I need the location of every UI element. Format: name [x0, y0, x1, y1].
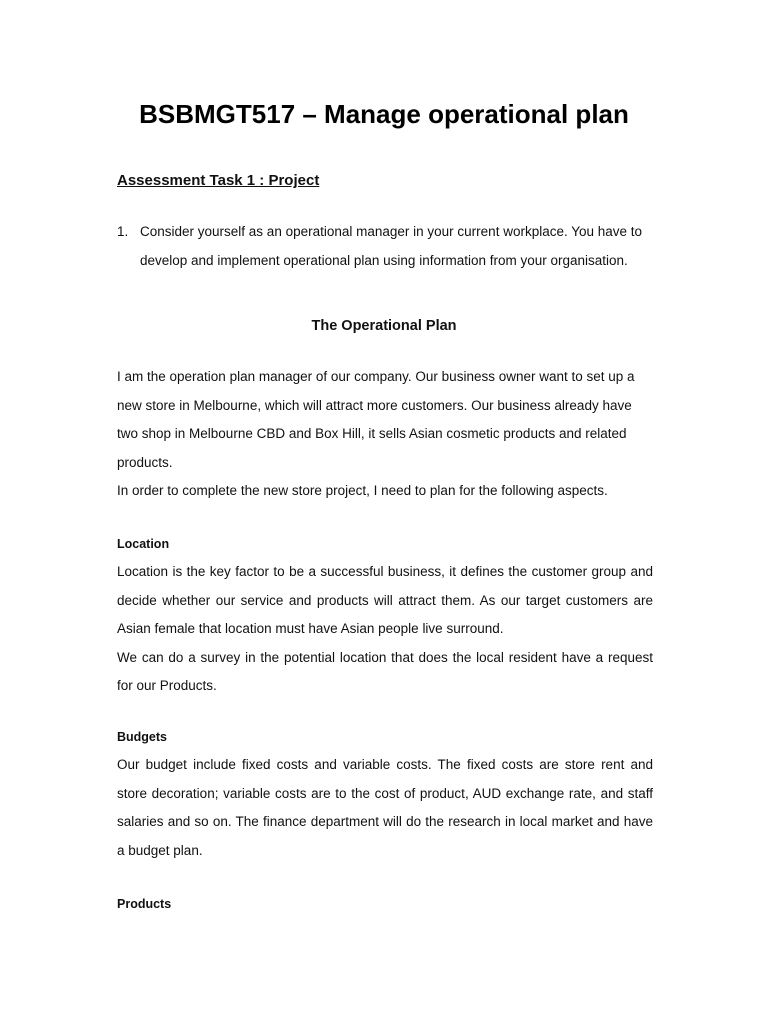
question-text: Consider yourself as an operational manager in your current workplace. You have to develop and implement operational plan using information from your organisation.	[140, 224, 643, 268]
intro-paragraph-aspects: In order to complete the new store project, I need to plan for the following aspects.	[117, 483, 608, 498]
budgets-section	[117, 723, 653, 865]
list-number: 1.	[117, 224, 129, 239]
budgets-paragraph: Our budget include fixed costs and variable costs. The fixed costs are store rent and store decoration; variable costs are to the cost of product, AUD exchange rate, and staff salaries and so on. The finance department will do the research in local market and have a budget plan.	[117, 757, 653, 858]
location-section	[117, 530, 653, 701]
section-title: The Operational Plan	[311, 318, 457, 334]
budgets-heading: Budgets	[117, 730, 167, 744]
numbered-list-item	[117, 218, 653, 275]
document-title: BSBMGT517 – Manage operational plan	[139, 99, 629, 129]
intro-paragraph: I am the operation plan manager of our company. Our business owner want to set up a new store in Melbourne, which will attract more customers. Our business already have two shop in Melbourne CBD and Box Hill, it sells Asian cosmetic products and related products.	[117, 369, 635, 470]
location-heading: Location	[117, 537, 170, 551]
location-paragraph: Location is the key factor to be a successful business, it defines the customer group and decide whether our service and products will attract them. As our target customers are Asian female that location must have Asian people live surround.	[117, 564, 653, 636]
products-section	[117, 890, 653, 918]
location-survey-paragraph: We can do a survey in the potential location that does the local resident have a request for our Products.	[117, 649, 653, 693]
intro-block	[117, 363, 653, 506]
assessment-task-heading: Assessment Task 1 : Project	[117, 172, 320, 189]
products-heading: Products	[117, 897, 172, 911]
